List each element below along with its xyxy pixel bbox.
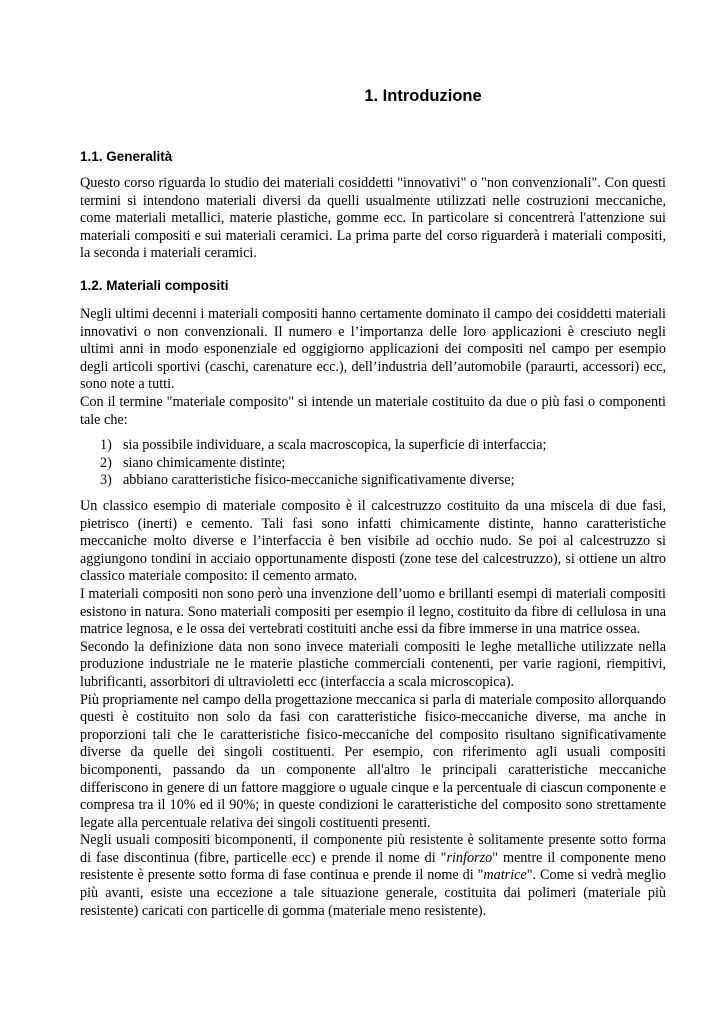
text-run: Negli usuali compositi bicomponenti, il componente più resistente è solitamente presente sotto forma di fase discontinua (fibre, particelle ecc) e prende il nome di " bbox=[80, 832, 666, 866]
text-run: " mentre il componente meno resistente è presente sotto forma di fase continua e prende il nome di " bbox=[80, 849, 666, 884]
list-item bbox=[100, 455, 666, 473]
list-number: 2) bbox=[100, 454, 112, 471]
section-body-generalita bbox=[80, 175, 666, 263]
paragraph: Con il termine "materiale composito" si intende un materiale costituito da due o più fasi o componenti tale che: bbox=[80, 393, 666, 428]
list-number: 1) bbox=[100, 437, 112, 453]
section-body-materiali-compositi bbox=[80, 306, 666, 429]
list-text: abbiano caratteristiche fisico-meccaniche significativamente diverse; bbox=[123, 472, 515, 489]
paragraph: Un classico esempio di materiale composito è il calcestruzzo costituito da una miscela di due fasi, pietrisco (inerti) e cemento. Tali fasi sono infatti chimicamente distinte, hanno caratteristiche meccaniche molto diverse e l’interfaccia è ben visibile ad occhio nudo. Se poi al calcestruzzo si aggiungono tondini in acciaio opportunamente disposti (zone tese del calcestruzzo), si ottiene un altro classico materiale composito: il cemento armato. bbox=[80, 498, 666, 585]
term-rinforzo: rinforzo bbox=[446, 849, 493, 866]
text-run: ". Come si vedrà meglio più avanti, esiste una eccezione a tale situazione generale, costituita dai polimeri (materiale più resistente) caricati con particelle di gomma (materiale meno resistente). bbox=[80, 867, 667, 919]
list-text: sia possibile individuare, a scala macroscopica, la superficie di interfaccia; bbox=[123, 437, 547, 453]
paragraph: I materiali compositi non sono però una invenzione dell’uomo e brillanti esempi di materiali compositi esistono in natura. Sono materiali compositi per esempio il legno, costituito da fibre di cellulosa in una matrice legnosa, e le ossa dei vertebrati costituiti anche essi da fibre immerse in una matrice ossea. bbox=[80, 585, 666, 638]
list-number: 3) bbox=[100, 472, 112, 489]
term-matrice: matrice bbox=[483, 867, 527, 884]
list-item bbox=[100, 472, 666, 490]
paragraph: Secondo la definizione data non sono invece materiali compositi le leghe metalliche utilizzate nella produzione industriale ne le materie plastiche commerciali contenenti, per varie ragioni, riempitivi, lubrificanti, assorbitori di ultravioletti ecc (interfaccia a scala microscopica). bbox=[80, 638, 666, 690]
section-title-materiali-compositi: 1.2. Materiali compositi bbox=[80, 278, 229, 293]
chapter-title: 1. Introduzione bbox=[364, 87, 482, 105]
list-item bbox=[100, 437, 666, 455]
paragraph-rinforzo-matrice bbox=[80, 832, 666, 920]
section-title-generalita: 1.1. Generalità bbox=[80, 149, 173, 164]
paragraph: Negli ultimi decenni i materiali compositi hanno certamente dominato il campo dei cosiddetti materiali innovativi o non convenzionali. Il numero e l’importanza delle loro applicazioni è cresciuto negli ultimi anni in modo esponenziale ed oggigiorno applicazioni dei compositi nel campo per esempio degli articoli sportivi (caschi, carenature ecc.), dell’industria dell’automobile (paraurti, accessori) ecc, sono note a tutti. bbox=[80, 306, 666, 393]
paragraph: Più propriamente nel campo della progettazione meccanica si parla di materiale composito allorquando questi è costituito non solo da fasi con caratteristiche fisico-meccaniche diverse, ma anche in proporzioni tali che le caratteristiche fisico-meccaniche del composito risultano significativamente diverse da quelle dei singoli costituenti. Per esempio, con riferimento agli usuali compositi bicomponenti, passando da un componente all'altro le principali caratteristiche meccaniche differiscono in genere di un fattore maggiore o uguale cinque e la percentuale di ciascun componente e compresa tra il 10% ed il 90%; in queste condizioni le caratteristiche del composito sono strettamente legate alla percentuale relativa dei singoli costituenti presenti. bbox=[80, 691, 666, 831]
numbered-list bbox=[100, 437, 666, 490]
paragraph: Questo corso riguarda lo studio dei materiali cosiddetti "innovativi" o "non convenzionali". Con questi termini si intendono materiali diversi da quelli usualmente utilizzati nelle costruzioni meccaniche, come materiali metallici, materie plastiche, gomme ecc. In particolare si concentrerà l'attenzione sui materiali compositi e sui materiali ceramici. La prima parte del corso riguarderà i materiali compositi, la seconda i materiali ceramici. bbox=[80, 175, 666, 262]
section-body-continued bbox=[80, 498, 666, 920]
list-text: siano chimicamente distinte; bbox=[123, 454, 286, 471]
